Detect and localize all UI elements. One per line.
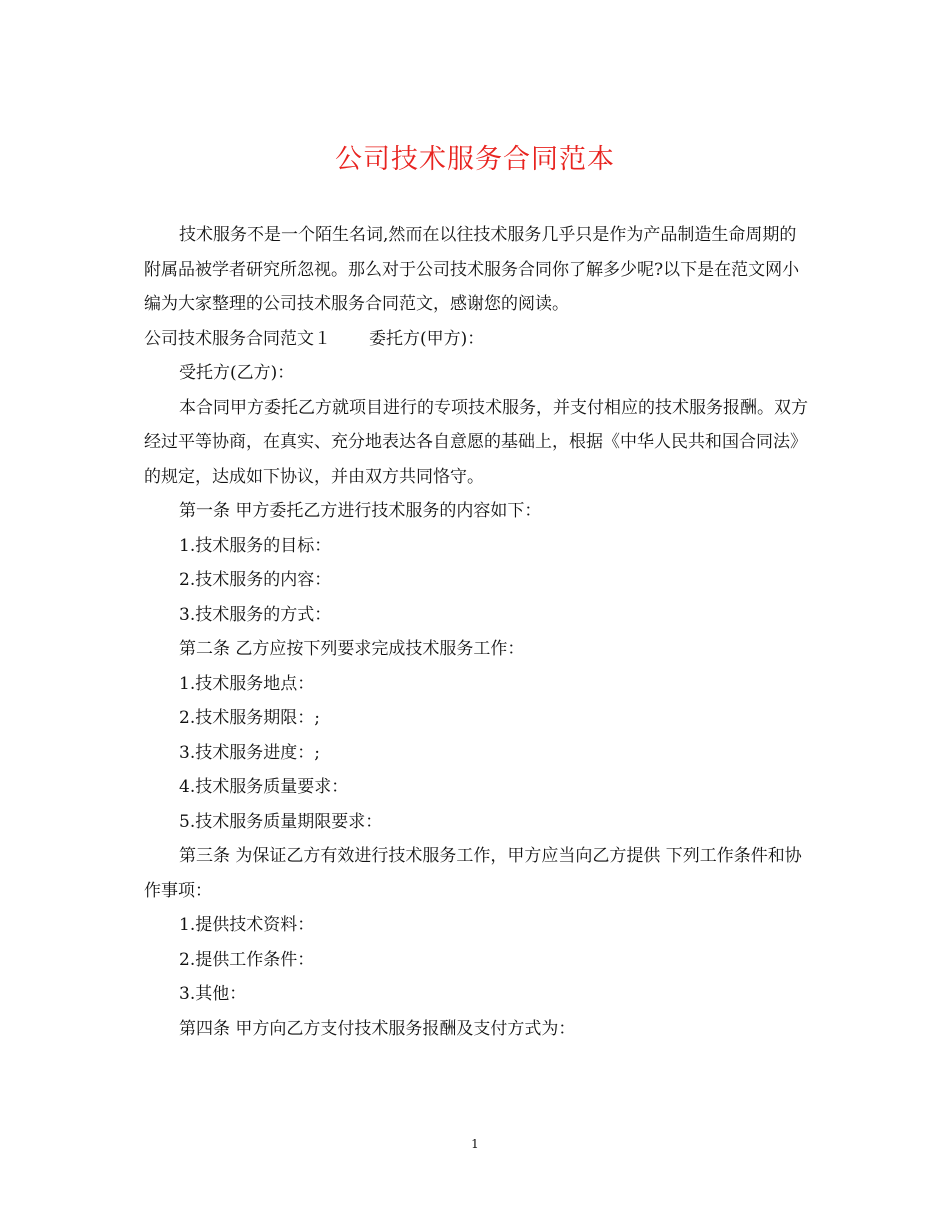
article-4-heading: 第四条 甲方向乙方支付技术服务报酬及支付方式为： (179, 1018, 576, 1039)
sample-heading: 公司技术服务合同范文１ (144, 328, 331, 349)
page-number: 1 (471, 1137, 479, 1151)
article-3-heading: 第三条 为保证乙方有效进行技术服务工作，甲方应当向乙方提供 下列工作条件和协作事项： (144, 846, 802, 901)
sample-heading-line (144, 322, 808, 357)
article-3-item: 2.提供工作条件： (179, 949, 315, 970)
article-2-item: 2.技术服务期限：; (179, 708, 320, 728)
article-2-item: 3.技术服务进度：; (179, 742, 320, 763)
article-3-item: 1.提供技术资料： (179, 915, 315, 935)
article-2-item: 5.技术服务质量期限要求： (179, 811, 383, 832)
article-1-heading: 第一条 甲方委托乙方进行技术服务的内容如下： (179, 501, 542, 521)
article-1-item: 3.技术服务的方式： (179, 604, 332, 625)
article-2-item: 1.技术服务地点： (179, 673, 315, 694)
article-1-item: 1.技术服务的目标： (179, 535, 332, 556)
intro-paragraph: 技术服务不是一个陌生名词,然而在以往技术服务几乎只是作为产品制造生命周期的附属品被学者研究所忽视。那么对于公司技术服务合同你了解多少呢?以下是在范文网小编为大家整理的公司技术服务合同范文，感谢您的阅读。 (144, 225, 800, 314)
article-1-item: 2.技术服务的内容： (179, 570, 332, 590)
document-body (144, 218, 808, 1046)
document-title: 公司技术服务合同范本 (335, 144, 615, 175)
party-a-label: 委托方(甲方)： (369, 328, 485, 349)
article-3-item: 3.其他： (179, 984, 247, 1004)
article-2-item: 4.技术服务质量要求： (179, 777, 349, 797)
article-2-heading: 第二条 乙方应按下列要求完成技术服务工作： (179, 639, 525, 659)
preamble-paragraph: 本合同甲方委托乙方就项目进行的专项技术服务，并支付相应的技术服务报酬。双方经过平等协商，在真实、充分地表达各自意愿的基础上，根据《中华人民共和国合同法》的规定，达成如下协议，并由双方共同恪守。 (144, 397, 808, 487)
party-b-label: 受托方(乙方)： (179, 363, 295, 383)
